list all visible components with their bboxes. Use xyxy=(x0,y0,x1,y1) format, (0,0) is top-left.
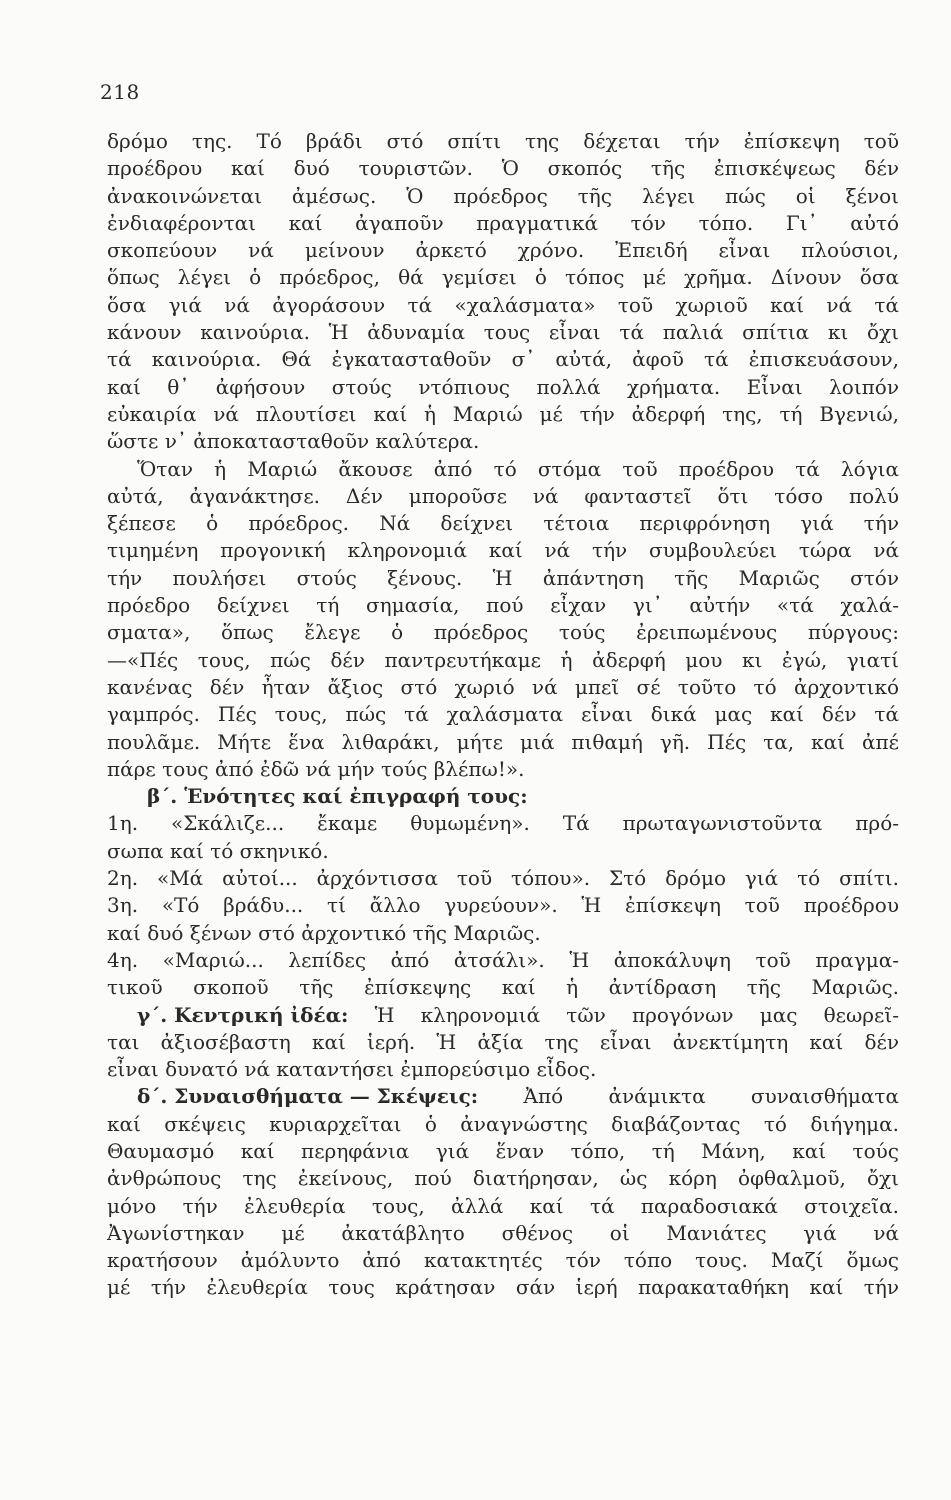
text-line: κρατήσουν ἀμόλυντο ἀπό κατακτητές τόν τόπο τους. Μαζί ὅμως xyxy=(107,1248,899,1273)
section-heading: γ΄. Κεντρική ἰδέα: xyxy=(137,1002,349,1027)
list-item: 3η. «Τό βράδυ... τί ἄλλο γυρεύουν». Ἡ ἐπίσκεψη τοῦ προέδρου xyxy=(107,893,899,918)
text-line: ται ἀξιοσέβαστη καί ἱερή. Ἡ ἀξία της εἶναι ἀνεκτίμητη καί δέν xyxy=(107,1029,899,1054)
text-line: ἀνθρώπους της ἐκείνους, πού διατήρησαν, ὡς κόρη ὀφθαλμοῦ, ὄχι xyxy=(107,1166,899,1191)
list-item: 1η. «Σκάλιζε... ἔκαμε θυμωμένη». Τά πρωταγωνιστοῦντα πρό- xyxy=(107,811,899,836)
text-line: Ὅταν ἡ Μαριώ ἄκουσε ἀπό τό στόμα τοῦ προέδρου τά λόγια xyxy=(137,456,899,481)
text-line: κάνουν καινούρια. Ἡ ἀδυναμία τους εἶναι τά παλιά σπίτια κι ὄχι xyxy=(107,320,899,345)
text-line: εὐκαιρία νά πλουτίσει καί ἡ Μαριώ μέ τήν ἀδερφή της, τή Βγενιώ, xyxy=(107,401,899,426)
text-line: καί σκέψεις κυριαρχεῖται ὁ ἀναγνώστης διαβάζοντας τό διήγημα. xyxy=(107,1111,899,1136)
text-line: πάρε τους ἀπό ἐδῶ νά μήν τούς βλέπω!». xyxy=(107,756,525,781)
section-line xyxy=(107,1083,899,1110)
text-line: ἀνακοινώνεται ἀμέσως. Ὁ πρόεδρος τῆς λέγει πώς οἱ ξένοι xyxy=(107,183,899,208)
page-number: 218 xyxy=(100,80,140,104)
section-heading: β΄. Ἑνότητες καί ἐπιγραφή τους: xyxy=(147,784,528,809)
section-text: Ἀπό ἀνάμικτα συναισθήματα xyxy=(478,1084,899,1109)
list-item: 4η. «Μαριώ... λεπίδες ἀπό ἀτσάλι». Ἡ ἀποκάλυψη τοῦ πραγμα- xyxy=(107,947,899,972)
text-line: αὐτά, ἀγανάκτησε. Δέν μποροῦσε νά φανταστεῖ ὅτι τόσο πολύ xyxy=(107,483,899,508)
text-line: τιμημένη προγονική κληρονομιά καί νά τήν συμβουλεύει τώρα νά xyxy=(107,538,899,563)
text-line: τά καινούρια. Θά ἐγκατασταθοῦν σ᾽ αὐτά, ἀφοῦ τά ἐπισκευάσουν, xyxy=(107,347,899,372)
text-line: —«Πές τους, πώς δέν παντρευτήκαμε ἡ ἀδερφή μου κι ἐγώ, γιατί xyxy=(107,647,899,672)
text-line: Ἀγωνίστηκαν μέ ἀκατάβλητο σθένος οἱ Μανιάτες γιά νά xyxy=(107,1220,899,1245)
section-line xyxy=(107,1002,899,1029)
text-line: σωπα καί τό σκηνικό. xyxy=(107,838,329,863)
text-line: δρόμο της. Τό βράδι στό σπίτι της δέχεται τήν ἐπίσκεψη τοῦ xyxy=(107,129,899,153)
text-line: Θαυμασμό καί περηφάνια γιά ἕναν τόπο, τή Μάνη, καί τούς xyxy=(107,1138,899,1163)
text-line: τήν πουλήσει στούς ξένους. Ἡ ἀπάντηση τῆς Μαριῶς στόν xyxy=(107,565,899,590)
body-text xyxy=(107,128,899,1302)
text-line: ξέπεσε ὁ πρόεδρος. Νά δείχνει τέτοια περιφρόνηση γιά τήν xyxy=(107,511,899,536)
text-line: σματα», ὅπως ἔλεγε ὁ πρόεδρος τούς ἐρειπωμένους πύργους: xyxy=(107,620,899,645)
text-line: καί θ᾽ ἀφήσουν στούς ντόπιους πολλά χρήματα. Εἶναι λοιπόν xyxy=(107,374,899,399)
list-item: 2η. «Μά αὐτοί... ἀρχόντισσα τοῦ τόπου». Στό δρόμο γιά τό σπίτι. xyxy=(107,866,899,891)
text-line: γαμπρός. Πές τους, πώς τά χαλάσματα εἶναι δικά μας καί δέν τά xyxy=(107,702,899,727)
text-line: ὅσα γιά νά ἀγοράσουν τά «χαλάσματα» τοῦ χωριοῦ καί νά τά xyxy=(107,292,899,317)
text-line: πρόεδρο δείχνει τή σημασία, πού εἶχαν γι᾽ αὐτήν «τά χαλά- xyxy=(107,593,899,618)
text-line: ὥστε ν᾽ ἀποκατασταθοῦν καλύτερα. xyxy=(107,429,480,454)
text-line: πουλᾶμε. Μήτε ἕνα λιθαράκι, μήτε μιά πιθαμή γῆ. Πές τα, καί ἀπέ xyxy=(107,729,899,754)
section-text: Ἡ κληρονομιά τῶν προγόνων μας θεωρεῖ- xyxy=(348,1002,899,1027)
text-line: ἐνδιαφέρονται καί ἀγαποῦν πραγματικά τόν τόπο. Γι᾽ αὐτό xyxy=(107,210,899,235)
text-line: μέ τήν ἐλευθερία τους κράτησαν σάν ἱερή παρακαταθήκη καί τήν xyxy=(107,1275,899,1300)
text-line: σκοπεύουν νά μείνουν ἀρκετό χρόνο. Ἐπειδή εἶναι πλούσιοι, xyxy=(107,238,899,263)
text-line: ὅπως λέγει ὁ πρόεδρος, θά γεμίσει ὁ τόπος μέ χρῆμα. Δίνουν ὅσα xyxy=(107,265,899,290)
text-line: μόνο τήν ἐλευθερία τους, ἀλλά καί τά παραδοσιακά στοιχεῖα. xyxy=(107,1193,899,1218)
text-line: κανένας δέν ἦταν ἄξιος στό χωριό νά μπεῖ σέ τοῦτο τό ἀρχοντικό xyxy=(107,674,899,699)
text-line: καί δυό ξένων στό ἀρχοντικό τῆς Μαριῶς. xyxy=(107,920,541,945)
text-line: τικοῦ σκοποῦ τῆς ἐπίσκεψης καί ἡ ἀντίδραση τῆς Μαριῶς. xyxy=(107,975,899,1000)
text-line: προέδρου καί δυό τουριστῶν. Ὁ σκοπός τῆς ἐπισκέψεως δέν xyxy=(107,156,899,181)
text-line: εἶναι δυνατό νά καταντήσει ἐμπορεύσιμο εἶδος. xyxy=(107,1057,597,1082)
section-heading: δ΄. Συναισθήματα — Σκέψεις: xyxy=(137,1084,479,1109)
